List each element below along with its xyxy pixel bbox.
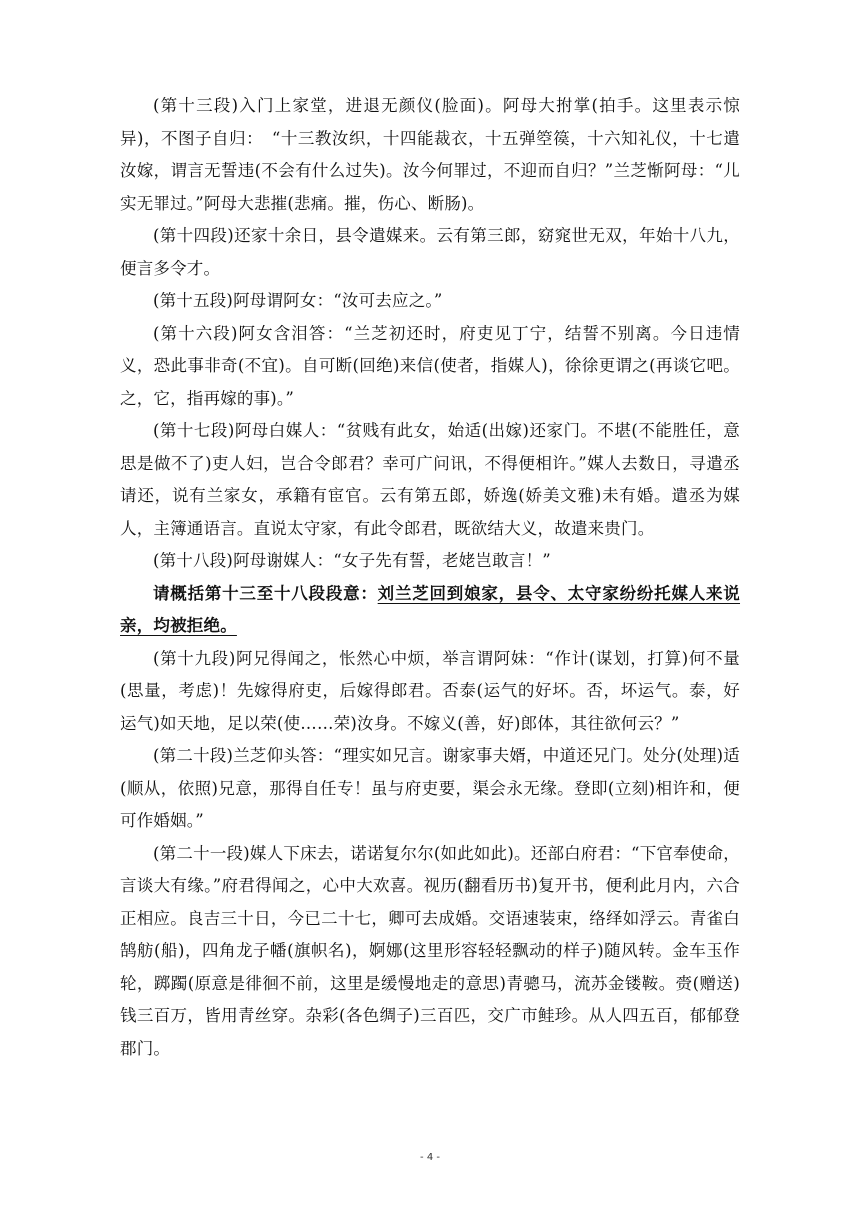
paragraph-16: (第十六段)阿女含泪答：“兰芝初还时，府吏见丁宁，结誓不别离。今日违情义，恐此事非奇(不宜)。自可断(回绝)来信(使者，指媒人)，徐徐更谓之(再谈它吧。之，它，指再嫁的事)。”: [120, 323, 740, 408]
summary-question: [120, 578, 740, 643]
paragraph-20: (第二十段)兰芝仰头答：“理实如兄言。谢家事夫婿，中道还兄门。处分(处理)适(顺从，依照)兄意，那得自任专！虽与府吏要，渠会永无缘。登即(立刻)相许和，便可作婚姻。”: [120, 746, 740, 830]
question-answer: 刘兰芝回到娘家，县令、太守家纷纷托媒人来说亲，均被拒绝。: [120, 583, 741, 635]
paragraph-18: (第十八段)阿母谢媒人：“女子先有誓，老姥岂敢言！”: [153, 551, 551, 570]
paragraph-17: (第十七段)阿母白媒人：“贫贱有此女，始适(出嫁)还家门。不堪(不能胜任，意思是做不了)吏人妇，岂合令郎君？幸可广问讯，不得便相许。”媒人去数日，寻遣丞请还，说有兰家女，承籍有宦官。云有第五郎，娇逸(娇美文雅)未有婚。遣丞为媒人，主簿通语言。直说太守家，有此令郎君，既欲结大义，故遣来贵门。: [120, 421, 740, 538]
paragraph-13: (第十三段)入门上家堂，进退无颜仪(脸面)。阿母大拊掌(拍手。这里表示惊异)，不图子自归： “十三教汝织，十四能裁衣，十五弹箜篌，十六知礼仪，十七遣汝嫁，谓言无誓违(不会有什么过失)。汝今何罪过，不迎而自归？”兰芝惭阿母：“儿实无罪过。”阿母大悲摧(悲痛。摧，伤心、断肠)。: [120, 96, 740, 213]
paragraph-15: (第十五段)阿母谓阿女：“汝可去应之。”: [153, 291, 443, 310]
paragraph-19: (第十九段)阿兄得闻之，怅然心中烦，举言谓阿妹：“作计(谋划，打算)何不量(思量，考虑)！先嫁得府吏，后嫁得郎君。否泰(运气的好坏。否，坏运气。泰，好运气)如天地，足以荣(使……荣)汝身。不嫁义(善，好)郎体，其往欲何云？”: [120, 648, 740, 733]
paragraph-14: (第十四段)还家十余日，县令遣媒来。云有第三郎，窈窕世无双，年始十八九，便言多令才。: [120, 226, 740, 278]
paragraph-21: (第二十一段)媒人下床去，诺诺复尔尔(如此如此)。还部白府君：“下官奉使命，言谈大有缘。”府君得闻之，心中大欢喜。视历(翻看历书)复开书，便利此月内，六合正相应。良吉三十日，今已二十七，卿可去成婚。交语速装束，络绎如浮云。青雀白鹄舫(船)，四角龙子幡(旗帜名)，婀娜(这里形容轻轻飘动的样子)随风转。金车玉作轮，踯躅(原意是徘徊不前，这里是缓慢地走的意思)青骢马，流苏金镂鞍。赍(赠送)钱三百万，皆用青丝穿。杂彩(各色绸子)三百匹，交广市鲑珍。从人四五百，郁郁登郡门。: [120, 843, 740, 1058]
page-number: - 4 -: [420, 1152, 440, 1163]
document-page: [120, 90, 740, 1065]
question-prompt: 请概括第十三至十八段段意：: [153, 583, 378, 603]
